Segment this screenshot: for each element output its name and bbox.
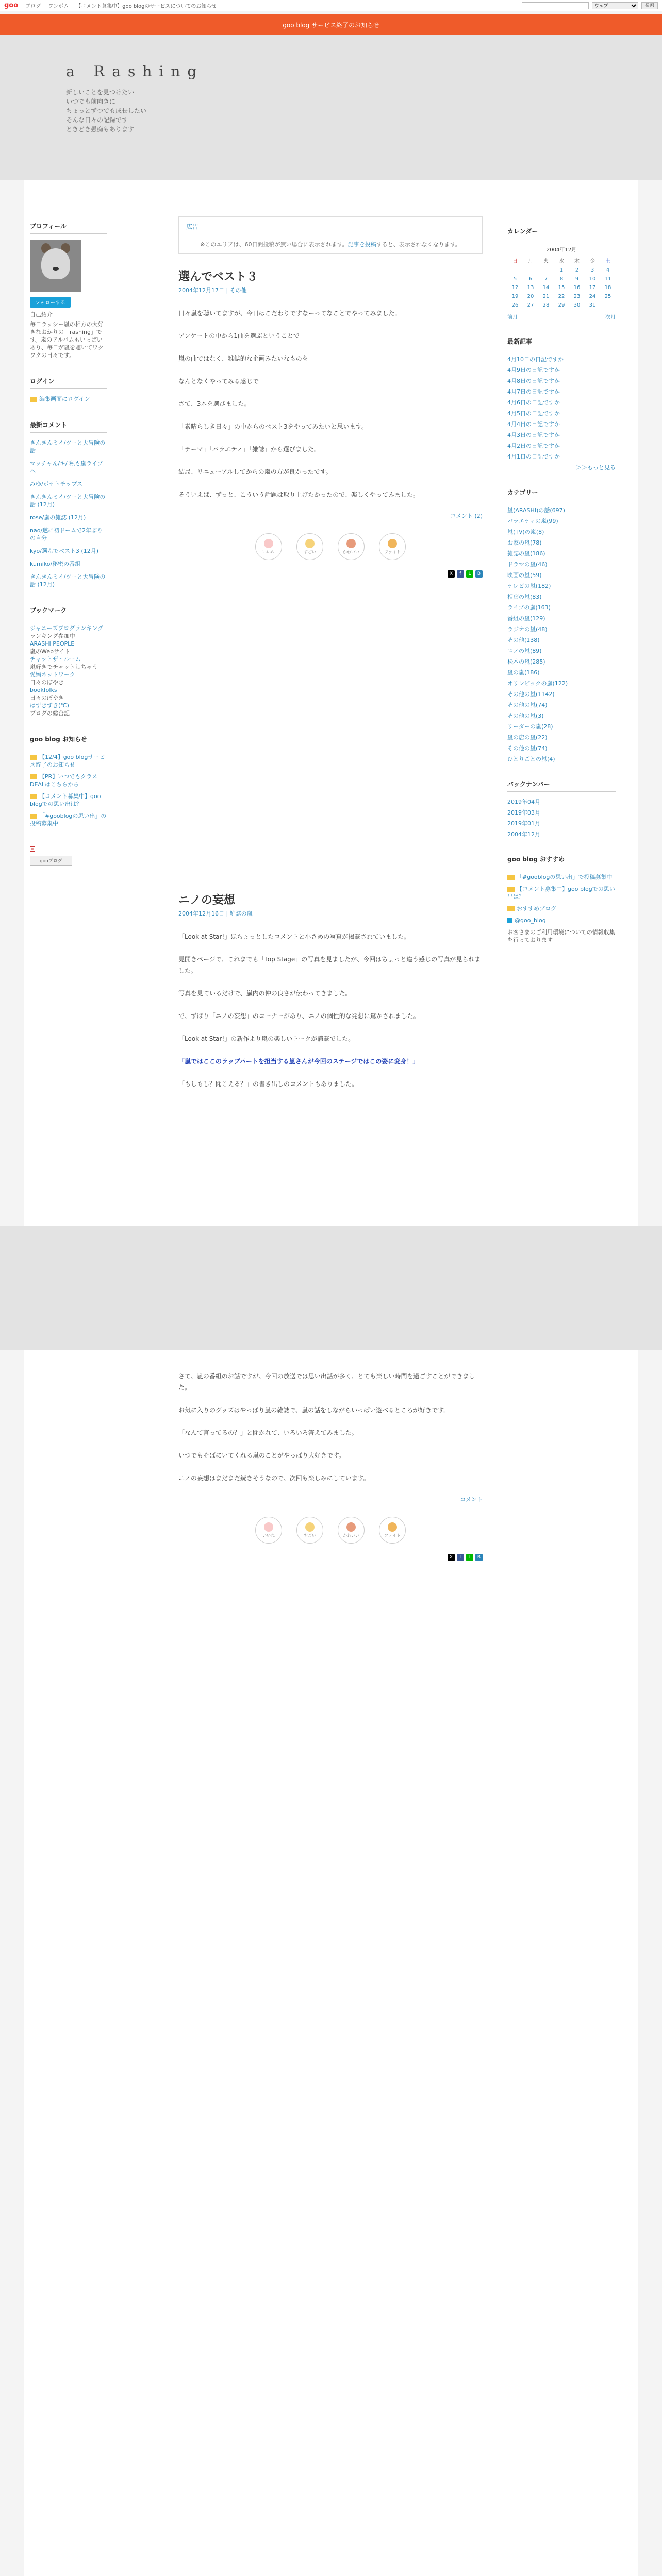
calendar-day[interactable]: 11: [604, 276, 611, 282]
comment-item[interactable]: きんきんミイ/ツーと大冒険の話: [30, 439, 106, 454]
calendar-day[interactable]: 21: [542, 294, 550, 299]
post-paragraph: 見開きページで、これまでも「Top Stage」の写真を見ましたが、今回はちょっと違う感じの写真が見られました。: [178, 956, 481, 974]
service-notice-banner: [0, 14, 662, 35]
post-paragraph: なんとなくやってみる感じで: [178, 378, 259, 385]
post: [178, 891, 483, 1101]
category-link[interactable]: 松本の嵐(285): [507, 658, 545, 665]
goo-news-section: [30, 735, 107, 827]
category-link[interactable]: ラジオの嵐(48): [507, 626, 548, 633]
bookmark-desc: 嵐のWebサイト: [30, 648, 71, 655]
recent-post-link[interactable]: 4月6日の日記ですか: [507, 399, 560, 406]
post-paragraph: 結局、リニューアルしてからの嵐の方が良かったです。: [178, 468, 332, 476]
facebook-share-icon[interactable]: f: [457, 1554, 464, 1561]
bookmark-link[interactable]: ARASHI PEOPLE: [30, 640, 75, 647]
bookmark-link[interactable]: 愛嬌ネットワーク: [30, 671, 75, 678]
post-paragraph: 「テーマ」「バラエティ」「雑誌」から選びました。: [178, 446, 321, 453]
reaction-label: いいね: [262, 549, 275, 554]
calendar-day[interactable]: 26: [511, 302, 519, 308]
recent-post-link[interactable]: 4月5日の日記ですか: [507, 410, 560, 417]
reaction-label: ファイト: [384, 549, 401, 554]
tagline-line: そんな日々の記録です: [66, 116, 128, 124]
recommend-icon: [507, 887, 515, 892]
global-topbar: [0, 0, 662, 11]
reaction-label: すごい: [304, 1533, 316, 1538]
recommend-link[interactable]: 「#gooblogの思い出」で投稿募集中: [517, 874, 613, 880]
category-link[interactable]: 相葉の嵐(83): [507, 594, 542, 600]
reactions: [178, 533, 483, 560]
calendar-day[interactable]: 13: [527, 285, 534, 291]
calendar-day[interactable]: 7: [544, 276, 548, 282]
reactions: [178, 1517, 483, 1544]
calendar-day[interactable]: 23: [573, 294, 581, 299]
calendar-weekday: 日: [512, 259, 518, 264]
post-body: [178, 931, 483, 1090]
topbar-link-wanpomu[interactable]: ワンポム: [48, 4, 69, 9]
calendar-day[interactable]: 25: [604, 294, 611, 299]
post-paragraph: 「素晴らしき日々」の中からのベスト3をやってみたいと思います。: [178, 423, 368, 430]
comment-item[interactable]: きんきんミイ/ツーと大冒険の話 (12月): [30, 573, 106, 588]
calendar-weekday: 木: [574, 259, 580, 264]
footer-badges: [30, 845, 107, 866]
calendar-day: [507, 266, 523, 275]
post-paragraph: 「Look at Star!」の新作より嵐の楽しいトークが満載でした。: [178, 1035, 355, 1042]
x-share-icon[interactable]: X: [448, 570, 455, 578]
fist-icon: [388, 1522, 397, 1532]
calendar-day[interactable]: 20: [527, 294, 534, 299]
calendar-day[interactable]: 15: [558, 285, 565, 291]
post-paragraph: 写真を見ているだけで、嵐内の仲の良さが伝わってきました。: [178, 990, 352, 997]
search-scope-select[interactable]: [592, 2, 638, 9]
post-title[interactable]: 選んでベスト３: [178, 270, 258, 283]
post-meta[interactable]: 2004年12月16日 | 雑誌の嵐: [178, 910, 253, 917]
ad-box: [178, 216, 483, 254]
calendar-day[interactable]: 24: [589, 294, 596, 299]
recommend-section: [507, 855, 616, 944]
blog-title[interactable]: a Rashing: [66, 63, 204, 80]
ad-body: [186, 240, 475, 248]
reaction-label: ファイト: [384, 1533, 401, 1538]
category-link[interactable]: ニノの嵐(89): [507, 648, 542, 654]
comment-link[interactable]: コメント (2): [450, 513, 483, 519]
calendar-day[interactable]: 2: [575, 267, 579, 273]
calendar-day[interactable]: 10: [589, 276, 596, 282]
comment-link[interactable]: コメント: [460, 1496, 483, 1503]
category-link[interactable]: オリンピックの嵐(122): [507, 680, 568, 687]
news-icon: [30, 814, 37, 819]
x-share-icon[interactable]: X: [448, 1554, 455, 1561]
comment-item[interactable]: みゆ/ポテトチップス: [30, 481, 82, 487]
recommend-footer: お客さまのご利用環境についての情報収集を行っております: [507, 929, 615, 943]
bookmark-desc: 日々のぼやき: [30, 694, 64, 701]
news-link[interactable]: 【PR】いつでもクラスDEALはこちらから: [30, 773, 97, 788]
reaction-cute-button[interactable]: [338, 1517, 365, 1544]
calendar-day[interactable]: 17: [589, 285, 596, 291]
calendar-day[interactable]: 28: [542, 302, 550, 308]
calendar-day[interactable]: 27: [527, 302, 534, 308]
goo-blog-handle[interactable]: @goo_blog: [515, 917, 546, 924]
login-icon: [30, 397, 37, 402]
category-link[interactable]: 嵐の店の嵐(22): [507, 734, 548, 741]
bookmarks-heading: ブックマーク: [30, 606, 107, 618]
share-buttons: [178, 570, 483, 578]
reaction-like-button[interactable]: [255, 1517, 282, 1544]
page-band: [0, 1226, 662, 1350]
comment-item[interactable]: nao/遂に初ドームで2年ぶりの自分: [30, 527, 103, 541]
recent-post-link[interactable]: 4月4日の日記ですか: [507, 421, 560, 428]
blog-header: [0, 35, 662, 180]
profile-heading: プロフィール: [30, 222, 107, 234]
ad-post-link[interactable]: 記事を投稿: [347, 241, 376, 248]
recent-post-link[interactable]: 4月3日の日記ですか: [507, 432, 560, 438]
post-meta[interactable]: 2004年12月17日 | その他: [178, 287, 247, 294]
category-link[interactable]: その他の嵐(1142): [507, 691, 555, 698]
post-paragraph: そういえば、ずっと、こういう話題は取り上げたかったので、楽しくやってみました。: [178, 491, 420, 498]
bookmarks-section: [30, 606, 107, 717]
reaction-great-button[interactable]: [296, 533, 323, 560]
bookmark-link[interactable]: bookfolks: [30, 687, 57, 693]
category-link[interactable]: その他の嵐(74): [507, 745, 548, 752]
goo-logo[interactable]: goo: [4, 2, 19, 9]
recent-more-link[interactable]: ＞＞もっと見る: [576, 464, 616, 471]
post-continued: [178, 1370, 483, 1561]
recent-comments-heading: 最新コメント: [30, 420, 107, 433]
backnumber-link[interactable]: 2019年04月: [507, 799, 540, 805]
post-body: [178, 308, 483, 500]
calendar-prev[interactable]: 前月: [507, 315, 518, 320]
news-icon: [30, 755, 37, 760]
post-paragraph: お気に入りのグッズはやっぱり嵐の雑誌で、嵐の話をしながらいっぱい遊べるところが好きです。: [178, 1406, 450, 1414]
x-icon: [507, 918, 512, 923]
category-link[interactable]: 番組の嵐(129): [507, 615, 545, 622]
calendar-weekday: 月: [528, 259, 533, 264]
goo-blog-badge[interactable]: gooブログ: [30, 856, 72, 866]
profile-section: [30, 222, 107, 359]
recommend-link[interactable]: おすすめブログ: [517, 905, 557, 912]
bookmark-desc: ブログの総合記: [30, 710, 70, 717]
recent-posts-section: [507, 337, 616, 471]
backnumber-link[interactable]: 2019年01月: [507, 820, 540, 827]
calendar-day[interactable]: 30: [573, 302, 581, 308]
login-section: [30, 377, 107, 403]
category-link[interactable]: 映画の嵐(59): [507, 572, 542, 579]
calendar-day[interactable]: 4: [606, 267, 610, 273]
search-input[interactable]: [522, 2, 589, 9]
heart-icon: [264, 1522, 273, 1532]
search-button[interactable]: 検索: [641, 2, 658, 9]
category-link[interactable]: ライブの嵐(163): [507, 604, 551, 611]
calendar-day: [538, 266, 554, 275]
category-link[interactable]: バラエティの嵐(99): [507, 518, 558, 524]
calendar-day[interactable]: 6: [528, 276, 533, 282]
reaction-like-button[interactable]: [255, 533, 282, 560]
topbar-link-comment[interactable]: 【コメント募集中】goo blogのサービスについてのお知らせ: [76, 4, 217, 9]
calendar-day[interactable]: 22: [558, 294, 565, 299]
backnumber-link[interactable]: 2019年03月: [507, 809, 540, 816]
star-icon: [305, 1522, 315, 1532]
reaction-label: かわいい: [343, 1533, 359, 1538]
calendar-day: [523, 266, 538, 275]
post-paragraph: ニノの妄想はまだまだ続きそうなので、次回も楽しみにしています。: [178, 1475, 370, 1482]
bookmark-desc: 嵐好きでチャットしちゃう: [30, 664, 98, 670]
backnumber-section: [507, 779, 616, 838]
star-icon: [305, 539, 315, 548]
calendar-day[interactable]: 18: [604, 285, 611, 291]
calendar-day[interactable]: 5: [513, 276, 517, 282]
ad-label: 広告: [186, 223, 199, 230]
reaction-fight-button[interactable]: [379, 1517, 406, 1544]
calendar: [507, 245, 616, 310]
post-paragraph: さて、3本を選びました。: [178, 400, 251, 408]
post-paragraph: アンケートの中から1曲を選ぶということで: [178, 332, 300, 340]
follow-button[interactable]: フォローする: [30, 297, 71, 308]
right-sidebar: [507, 227, 616, 960]
share-buttons: [178, 1554, 483, 1561]
reaction-cute-button[interactable]: [338, 533, 365, 560]
calendar-day[interactable]: 3: [590, 267, 594, 273]
ad-text: ※このエリアは、60日間投稿が無い場合に表示されます。: [200, 241, 348, 248]
post-paragraph: 「もしもし？聞こえる？」の書き出しのコメントもありました。: [178, 1080, 358, 1088]
facebook-share-icon[interactable]: f: [457, 570, 464, 578]
calendar-weekday: 土: [605, 259, 610, 264]
category-link[interactable]: ドラマの嵐(46): [507, 561, 548, 568]
comment-item[interactable]: kumiko/秘密の番組: [30, 561, 81, 567]
calendar-next[interactable]: 次月: [605, 315, 616, 320]
reaction-label: すごい: [304, 549, 316, 554]
calendar-day[interactable]: 14: [542, 285, 550, 291]
news-link[interactable]: 【12/4】goo blogサービス終了のお知らせ: [30, 754, 105, 768]
calendar-weekday: 火: [543, 259, 549, 264]
comment-item[interactable]: rose/嵐の雑誌 (12月): [30, 514, 86, 521]
news-link[interactable]: 「#gooblogの思い出」の投稿募集中: [30, 812, 107, 827]
recent-post-link[interactable]: 4月7日の日記ですか: [507, 388, 560, 395]
calendar-weekday: 金: [590, 259, 595, 264]
topbar-search: [522, 2, 658, 9]
post-body: [178, 1370, 483, 1484]
report-icon[interactable]: ×: [30, 846, 35, 851]
category-link[interactable]: その他の嵐(3): [507, 713, 544, 719]
avatar: [30, 240, 81, 292]
tagline-line: ときどき愚痴もあります: [66, 126, 135, 133]
category-link[interactable]: ひとりごとの嵐(4): [507, 756, 555, 762]
reaction-label: いいね: [262, 1533, 275, 1538]
topbar-link-blog[interactable]: ブログ: [25, 4, 41, 9]
recommend-icon: [507, 875, 515, 880]
login-link[interactable]: 編集画面にログイン: [39, 396, 90, 402]
post-paragraph: さて、嵐の番組のお話ですが、今回の放送では思い出話が多く、とても楽しい時間を過ごすことができました。: [178, 1372, 475, 1391]
hatena-share-icon[interactable]: B: [475, 570, 483, 578]
post-paragraph: 嵐の曲ではなく、雑誌的な企画みたいなものを: [178, 355, 308, 362]
line-share-icon[interactable]: L: [466, 1554, 473, 1561]
calendar-heading: カレンダー: [507, 227, 616, 239]
post: [178, 268, 483, 578]
recent-post-link[interactable]: 4月10日の日記ですか: [507, 356, 564, 363]
category-link[interactable]: 嵐(ARASHI)の話(697): [507, 507, 565, 514]
recent-post-link[interactable]: 4月2日の日記ですか: [507, 443, 560, 449]
category-link[interactable]: その他(138): [507, 637, 540, 643]
tagline-line: ちょっとずつでも成長したい: [66, 107, 147, 114]
fist-icon: [388, 539, 397, 548]
service-notice-link[interactable]: goo blog サービス終了のお知らせ: [283, 21, 379, 29]
blog-tagline: [66, 88, 169, 134]
category-link[interactable]: 嵐(TV)の嵐(8): [507, 529, 544, 535]
calendar-day: [600, 301, 616, 310]
backnumber-heading: バックナンバー: [507, 779, 616, 792]
comment-item[interactable]: kyo/選んでベスト3 (12月): [30, 548, 98, 554]
calendar-day[interactable]: 8: [559, 276, 564, 282]
recent-post-link[interactable]: 4月9日の日記ですか: [507, 367, 560, 374]
tagline-line: 新しいことを見つけたい: [66, 89, 135, 96]
bookmark-link[interactable]: はずきずき(℃): [30, 702, 69, 709]
calendar-weekday: 水: [559, 259, 564, 264]
comment-item[interactable]: きんきんミイ/ツーと大冒険の話 (12月): [30, 494, 106, 508]
post-paragraph: いつでもそばにいてくれる嵐のことがやっぱり大好きです。: [178, 1452, 345, 1459]
recommend-link[interactable]: 【コメント募集中】goo blogでの思い出は？: [507, 886, 615, 900]
bear-icon: [346, 1522, 356, 1532]
calendar-month: 2004年12月: [546, 247, 577, 253]
bookmark-link[interactable]: チャットザ・ルーム: [30, 656, 81, 663]
recommend-icon: [507, 906, 515, 911]
reaction-label: かわいい: [343, 549, 359, 554]
calendar-day[interactable]: 29: [558, 302, 565, 308]
recent-post-link[interactable]: 4月1日の日記ですか: [507, 453, 560, 460]
recent-comments-section: [30, 420, 107, 588]
recommend-heading: goo blog おすすめ: [507, 855, 616, 867]
ad-text-2: すると、表示されなくなります。: [376, 241, 461, 248]
post-highlight: 「嵐ではここのラップパートを担当する嵐さんが今回のステージではこの姿に変身！」: [178, 1058, 419, 1065]
category-link[interactable]: その他の嵐(74): [507, 702, 548, 708]
calendar-day[interactable]: 16: [573, 285, 581, 291]
calendar-day[interactable]: 1: [559, 267, 564, 273]
calendar-day[interactable]: 19: [511, 294, 519, 299]
hatena-share-icon[interactable]: B: [475, 1554, 483, 1561]
line-share-icon[interactable]: L: [466, 570, 473, 578]
category-link[interactable]: テレビの嵐(182): [507, 583, 551, 589]
category-link[interactable]: リーダーの嵐(28): [507, 723, 553, 730]
categories-heading: カテゴリー: [507, 488, 616, 500]
heart-icon: [264, 539, 273, 548]
categories-section: [507, 488, 616, 763]
recent-post-link[interactable]: 4月8日の日記ですか: [507, 378, 560, 384]
profile-bio: 毎日ラッシー嵐の相方の大好きなおかりの「rashing」です。嵐のアルバムもいっぱいあり、毎日が嵐を聴いてワクワクの日々です。: [30, 321, 104, 359]
reaction-fight-button[interactable]: [379, 533, 406, 560]
news-icon: [30, 794, 37, 799]
news-icon: [30, 774, 37, 779]
calendar-day[interactable]: 9: [575, 276, 579, 282]
profile-name: 自己紹介: [30, 311, 53, 318]
post-paragraph: 「Look at Star!」ほちょっとしたコメントと小さめの写真が掲載されていました。: [178, 933, 410, 940]
recent-posts-heading: 最新記事: [507, 337, 616, 349]
login-heading: ログイン: [30, 377, 107, 389]
calendar-day[interactable]: 31: [589, 302, 596, 308]
bookmark-link[interactable]: ジャニーズブログランキング: [30, 625, 103, 632]
calendar-section: [507, 227, 616, 320]
bookmark-desc: ランキング参加中: [30, 633, 75, 639]
category-link[interactable]: お家の嵐(78): [507, 539, 542, 546]
bookmark-desc: 日々のぼやき: [30, 679, 64, 686]
post-paragraph: 日々嵐を聴いてますが、今日はこだわりですなーってなことでやってみました。: [178, 310, 401, 317]
category-link[interactable]: 雑誌の嵐(186): [507, 550, 545, 557]
comment-item[interactable]: マッチャん/キ/ 私も嵐ライブへ: [30, 460, 103, 474]
tagline-line: いつでも前向きに: [66, 98, 116, 105]
category-link[interactable]: 嵐の嵐(186): [507, 669, 540, 676]
news-link[interactable]: 【コメント募集中】goo blogでの思い出は？: [30, 793, 101, 807]
post-title[interactable]: ニノの妄想: [178, 894, 236, 907]
calendar-day[interactable]: 12: [511, 285, 519, 291]
post-paragraph: で、ずばり「ニノの妄想」のコーナーがあり、ニノの個性的な発想に驚かされました。: [178, 1012, 420, 1020]
bear-icon: [346, 539, 356, 548]
post-paragraph: 「なんて言ってるの？」と聞かれて、いろいろ答えてみました。: [178, 1429, 358, 1436]
backnumber-link[interactable]: 2004年12月: [507, 831, 540, 838]
left-sidebar: [30, 222, 107, 866]
goo-news-heading: goo blog お知らせ: [30, 735, 107, 747]
reaction-great-button[interactable]: [296, 1517, 323, 1544]
